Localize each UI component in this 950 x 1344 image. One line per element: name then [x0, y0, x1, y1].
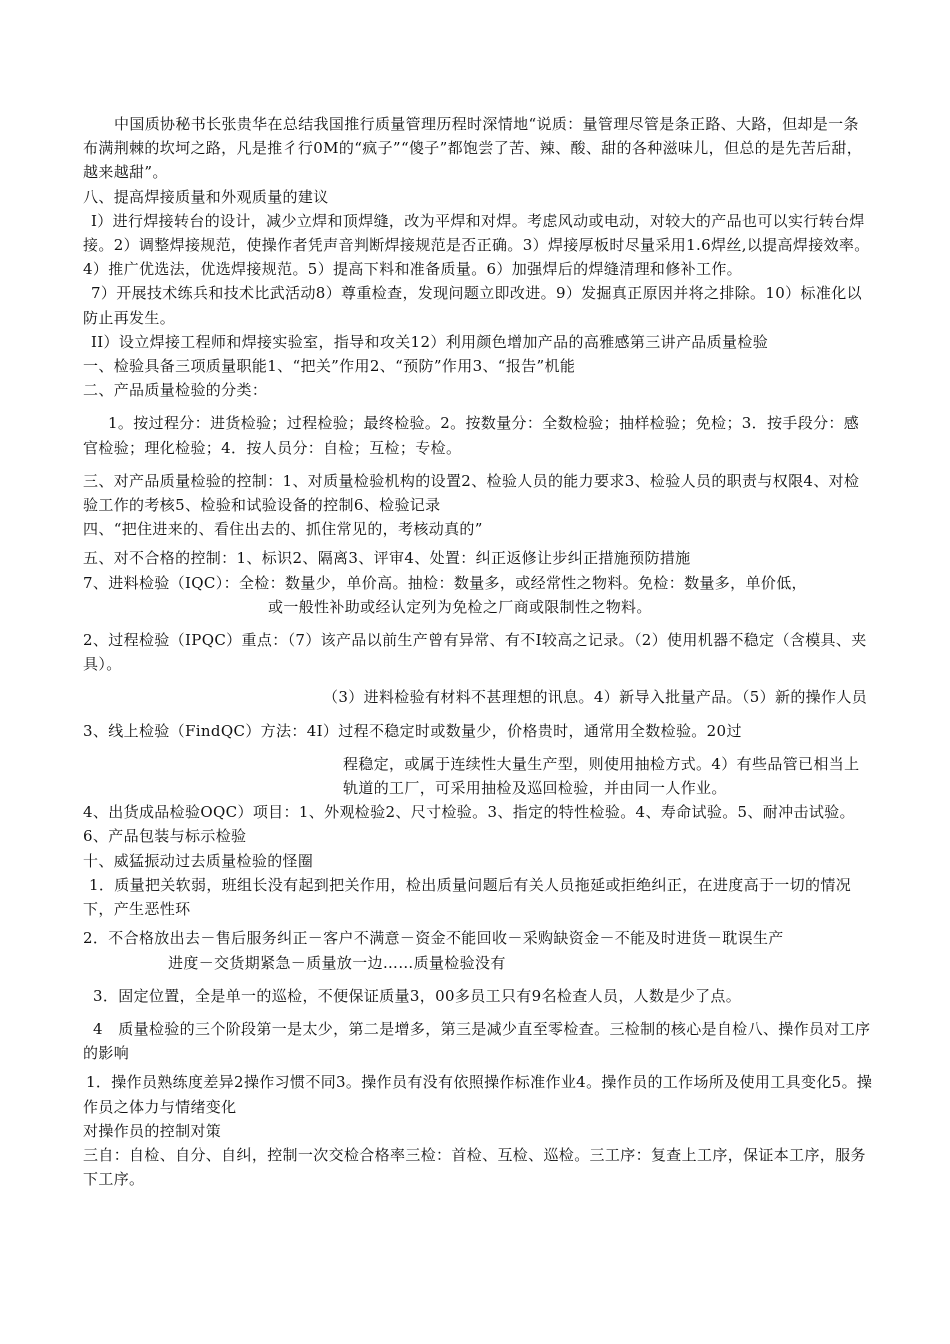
paragraph-15: （3）进料检验有材料不甚理想的讯息。4）新导入批量产品。（5）新的操作人员 [323, 688, 868, 707]
paragraph-10: 四、“把住进来的、看住出去的、抓住常见的，考核动真的” [83, 520, 483, 539]
paragraph-14: 2、过程检验（IPQC）重点：（7）该产品以前生产曾有异常、有不I较高之记录。（2）使用机器不稳定（含模具、夹具）。 [83, 631, 867, 674]
paragraph-4: 7）开展技术练兵和技术比武活动8）尊重检查，发现问题立即改进。9）发掘真正原因并将之排除。10）标准化以防止再发生。 [83, 284, 862, 327]
paragraph-19: 十、威猛振动过去质量检验的怪圈 [83, 851, 314, 870]
paragraph-6: 一、检验具备三项质量职能1、“把关”作用2、“预防”作用3、“报告”机能 [83, 357, 576, 376]
paragraph-18: 4、出货成品检验OQC）项目：1、外观检验2、尺寸检验。3、指定的特性检验。4、寿命试验。5、耐冲击试验。6、产品包装与标示检验 [83, 803, 855, 846]
paragraph-16: 3、线上检验（FindQC）方法：4I）过程不稳定时或数量少，价格贵时，通常用全数检验。20过 [83, 721, 742, 740]
paragraph-27: 三自：自检、自分、自纠，控制一次交检合格率三检：首检、互检、巡检。三工序：复查上工序，保证本工序，服务下工序。 [83, 1145, 866, 1189]
paragraph-3: I）进行焊接转台的设计，减少立焊和顶焊缝，改为平焊和对焊。考虑风动或电动，对较大的产品也可以实行转台焊接。2）调整焊接规范，使操作者凭声音判断焊接规范是否正确。3）焊接厚板时尽量采用1.6焊丝,以提高焊接效率。4）推广优选法，优选焊接规范。5）提高下料和准备质量。6）加强焊后的焊缝清理和修补工作。 [83, 211, 870, 279]
paragraph-11: 五、对不合格的控制：1、标识2、隔离3、评审4、处置：纠正返修让步纠正措施预防措施 [83, 549, 691, 568]
paragraph-1: 中国质协秘书长张贵华在总结我国推行质量管理历程时深情地“说质：量管理尽管是条正路、大路，但却是一条布满荆棘的坎坷之路，凡是推彳行0M的“疯子”“傻子”都饱尝了苦、辣、酸、甜的各种滋味儿，但总的是先苦后甜，越来越甜”。 [83, 115, 863, 182]
paragraph-7: 二、产品质量检验的分类： [83, 381, 268, 400]
paragraph-23: 3．固定位置，全是单一的巡检，不便保证质量3，00多员工只有9名检查人员，人数是少了点。 [93, 986, 742, 1005]
paragraph-8: 1。按过程分：进货检验；过程检验；最终检验。2。按数量分：全数检验；抽样检验；免检；3．按手段分：感官检验；理化检验；4．按人员分：自检；互检；专检。 [83, 414, 860, 457]
paragraph-5: II）设立焊接工程师和焊接实验室，指导和攻关12）利用颜色增加产品的高雅感第三讲产品质量检验 [91, 332, 769, 351]
paragraph-22: 进度－交货期紧急－质量放一边……质量检验没有 [168, 953, 506, 972]
paragraph-17: 程稳定，或属于连续性大量生产型，则使用抽检方式。4）有些品管已相当上轨道的工厂，可采用抽检及巡回检验，并由同一人作业。 [343, 754, 860, 798]
paragraph-21: 2．不合格放出去－售后服务纠正－客户不满意－资金不能回收－采购缺资金－不能及时进货－耽误生产 [83, 929, 784, 948]
paragraph-26: 对操作员的控制对策 [83, 1121, 222, 1140]
paragraph-24: 4 质量检验的三个阶段第一是太少，第二是增多，第三是减少直至零检查。三检制的核心是自检八、操作员对工序的影响 [83, 1019, 871, 1063]
paragraph-12: 7、进料检验（IQC）：全检：数量少，单价高。抽检：数量多，或经常性之物料。免检：数量多，单价低， [83, 573, 807, 592]
paragraph-9: 三、对产品质量检验的控制：1、对质量检验机构的设置2、检验人员的能力要求3、检验人员的职责与权限4、对检验工作的考核5、检验和试验设备的控制6、检验记录 [83, 471, 860, 515]
paragraph-25: 1．操作员熟练度差异2操作习惯不同3。操作员有没有依照操作标准作业4。操作员的工作场所及使用工具变化5。操作员之体力与情绪变化 [83, 1073, 873, 1116]
paragraph-20: 1．质量把关软弱，班组长没有起到把关作用，检出质量问题后有关人员拖延或拒绝纠正，在进度高于一切的情况下，产生恶性环 [83, 875, 852, 919]
paragraph-2: 八、提高焊接质量和外观质量的建议 [83, 187, 329, 206]
paragraph-13: 或一般性补助或经认定列为免检之厂商或限制性之物料。 [268, 597, 652, 616]
document-body [83, 112, 873, 1191]
